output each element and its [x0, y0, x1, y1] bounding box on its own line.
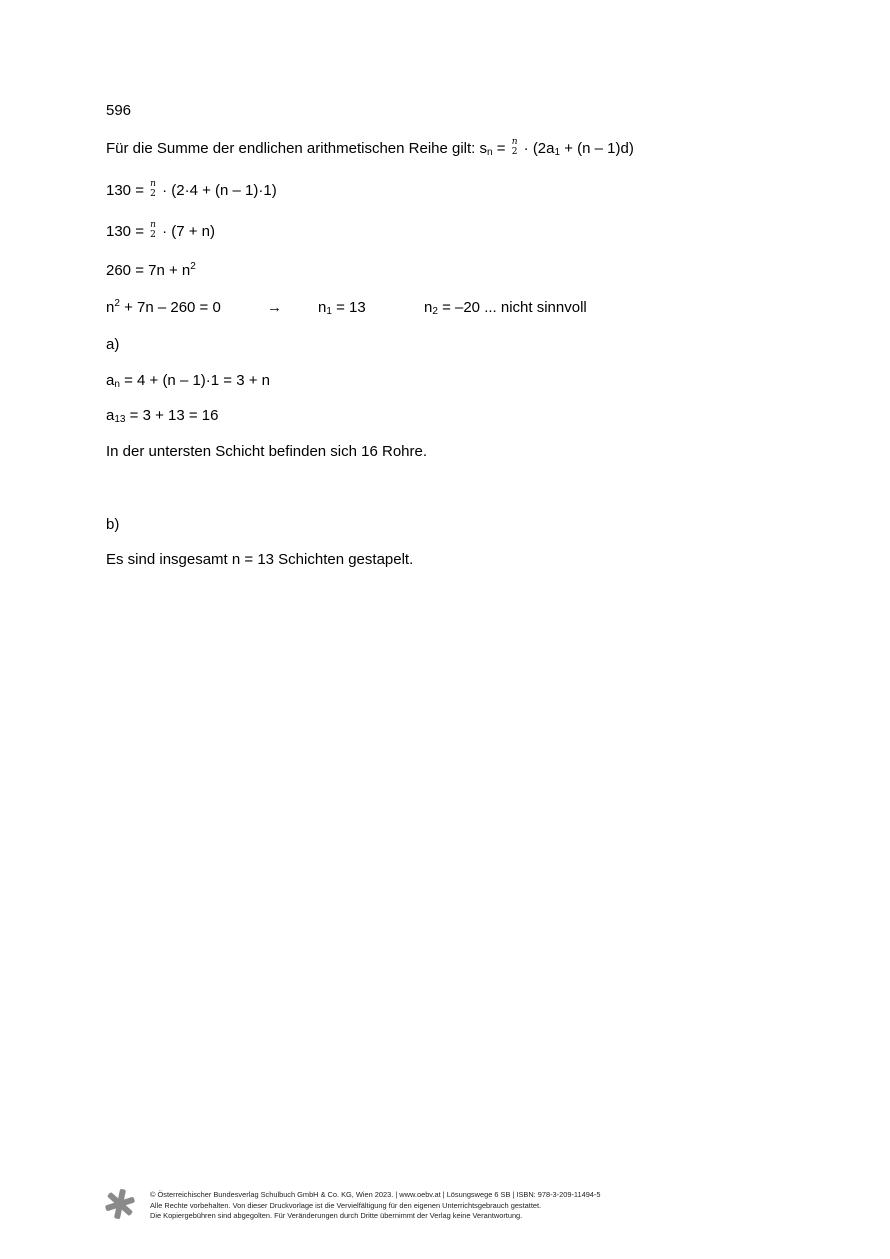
footer-line-2: Alle Rechte vorbehalten. Von dieser Druckvorlage ist die Vervielfältigung für den eigenen Unterrichtsgebrauch gestattet. [150, 1200, 542, 1210]
solution-n2 [424, 299, 587, 317]
frac-num: n [150, 179, 156, 189]
eq1-lhs: 130 = [106, 181, 149, 199]
eq4-b: + 7n – 260 = 0 [119, 299, 221, 316]
a13-line [106, 407, 218, 425]
intro-tail-a: · (2a [519, 139, 555, 157]
footer-line-3: Die Kopiergebühren sind abgegolten. Für Veränderungen durch Dritte übernimmt der Verlag keine Verantwortung. [150, 1211, 523, 1220]
fraction-n-over-2 [150, 179, 156, 199]
page-number: 596 [106, 102, 132, 119]
eq3-sup: 2 [190, 261, 196, 272]
eq4-a: n [106, 299, 115, 316]
intro-eq: = [492, 139, 510, 157]
n1-b: = 13 [331, 299, 366, 316]
arrow-right-icon: → [267, 299, 282, 316]
fraction-n-over-2 [512, 137, 518, 157]
footer-copyright [150, 1190, 601, 1222]
frac-den: 2 [150, 189, 156, 199]
publisher-logo-icon [104, 1188, 136, 1220]
frac-den: 2 [150, 230, 156, 240]
an-sub: n [114, 379, 120, 390]
frac-num: n [511, 137, 518, 147]
general-term-line [106, 372, 270, 390]
part-b-answer: Es sind insgesamt n = 13 Schichten gestapelt. [106, 551, 414, 568]
quadratic-equation [106, 299, 221, 317]
eq2-rhs: · (7 + n) [157, 222, 216, 240]
eq4-a-sup: 2 [114, 298, 120, 309]
intro-text: Für die Summe der endlichen arithmetischen Reihe gilt: s [106, 139, 488, 157]
eq2-lhs: 130 = [106, 222, 149, 240]
a13-sub: 13 [114, 414, 126, 425]
an-b: = 4 + (n – 1)·1 = 3 + n [119, 372, 271, 389]
an-a: a [106, 372, 115, 389]
solution-n1 [318, 299, 366, 317]
a13-a: a [106, 407, 115, 424]
fraction-n-over-2 [150, 220, 156, 240]
part-b-label: b) [106, 516, 120, 533]
equation-4-row [106, 299, 706, 317]
intro-tail-sub: 1 [554, 146, 561, 158]
sum-formula-line [106, 139, 634, 159]
n2-sub: 2 [432, 306, 438, 317]
equation-3 [106, 262, 196, 280]
part-a-label: a) [106, 336, 120, 353]
footer-line-1: © Österreichischer Bundesverlag Schulbuch GmbH & Co. KG, Wien 2023. | www.oebv.at | Lösungswege 6 SB | ISBN: 978-3-209-11494-5 [150, 1190, 601, 1199]
frac-den: 2 [511, 147, 518, 157]
eq1-rhs: · (2·4 + (n – 1)·1) [157, 181, 277, 199]
equation-2 [106, 222, 215, 242]
frac-num: n [150, 220, 156, 230]
n1-sub: 1 [326, 306, 332, 317]
n1-a: n [318, 299, 327, 316]
equation-1 [106, 181, 277, 201]
a13-b: = 3 + 13 = 16 [125, 407, 219, 424]
part-a-answer: In der untersten Schicht befinden sich 16 Rohre. [106, 443, 428, 460]
n2-a: n [424, 299, 433, 316]
intro-tail-b: + (n – 1)d) [560, 139, 634, 157]
eq3-text: 260 = 7n + n [106, 262, 191, 279]
intro-sub: n [487, 146, 493, 158]
n2-b: = –20 ... nicht sinnvoll [437, 299, 587, 316]
